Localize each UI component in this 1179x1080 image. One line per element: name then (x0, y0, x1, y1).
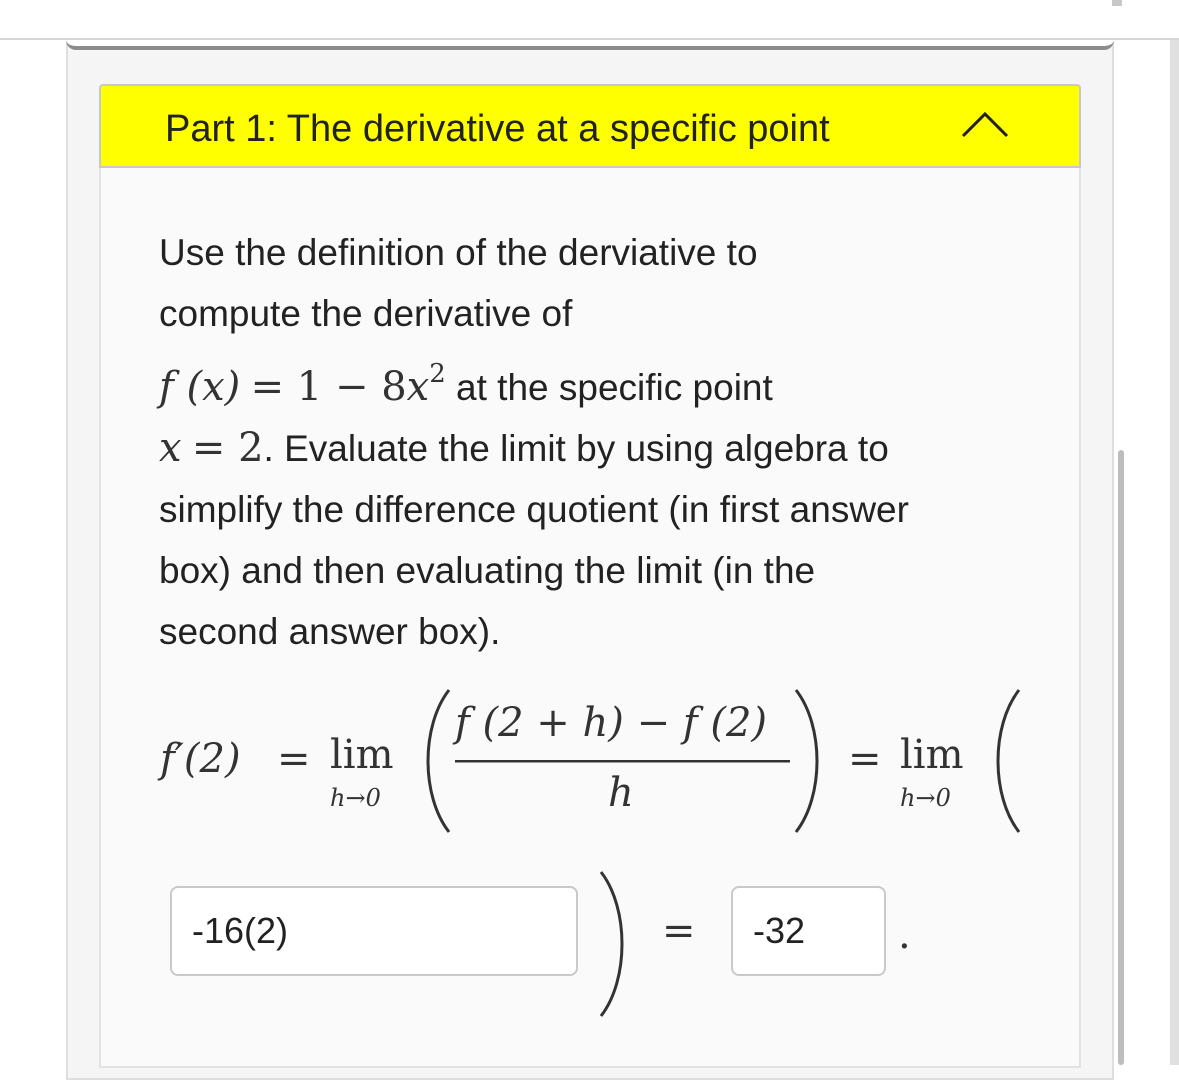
prompt-line-6: box) and then evaluating the limit (in the (159, 550, 816, 591)
fraction-bar (455, 760, 790, 764)
prompt-line-1: Use the definition of the derviative to (159, 232, 758, 273)
prompt-line-5: simplify the difference quotient (in first answer (159, 489, 909, 530)
left-paren-2 (985, 686, 1025, 836)
previous-card-edge (66, 40, 1114, 50)
scrollbar[interactable] (1118, 450, 1124, 1065)
answer-box-1[interactable] (170, 886, 578, 976)
right-paren-2 (595, 868, 635, 1020)
derivative-lhs: f′(2) (160, 736, 241, 782)
limit-2: lim (900, 732, 964, 778)
text-after-function: at the specific point (456, 367, 773, 408)
prompt-line-3 (159, 344, 1039, 418)
corner-mark (1112, 0, 1122, 6)
equals-sign-1: = (277, 736, 311, 782)
function-lhs: f (x) (159, 364, 241, 410)
difference-quotient-numerator: f (2 + h) − f (2) (455, 700, 768, 746)
point-var: x (159, 425, 182, 471)
equals-sign-3: = (662, 908, 696, 954)
left-paren-1 (415, 686, 455, 836)
function-rhs: = 1 − 8 (250, 364, 407, 410)
answer-box-1-value: -16(2) (192, 910, 289, 951)
top-bar (0, 0, 1179, 38)
limit-2-subscript: h→0 (900, 784, 951, 812)
prompt-line-2: compute the derivative of (159, 293, 573, 334)
equation-period: . (898, 912, 911, 958)
right-paren-1 (790, 686, 830, 836)
answer-box-2-value: -32 (753, 910, 806, 951)
right-edge (1170, 40, 1179, 1065)
prompt-line-4-rest: . Evaluate the limit by using algebra to (263, 428, 889, 469)
part-header[interactable] (99, 84, 1081, 168)
function-exponent: 2 (429, 359, 446, 389)
question-prompt (159, 222, 1039, 662)
limit-1-subscript: h→0 (330, 784, 381, 812)
difference-quotient-denominator: h (608, 770, 634, 816)
equals-sign-2: = (848, 736, 882, 782)
prompt-line-4 (159, 418, 1039, 479)
answer-box-2[interactable] (731, 886, 886, 976)
chevron-up-icon[interactable] (959, 106, 1011, 142)
point-value: = 2 (191, 425, 264, 471)
prompt-line-7: second answer box). (159, 611, 501, 652)
limit-1: lim (330, 732, 394, 778)
part-title: Part 1: The derivative at a specific point (165, 108, 830, 150)
function-var: x (406, 364, 430, 410)
